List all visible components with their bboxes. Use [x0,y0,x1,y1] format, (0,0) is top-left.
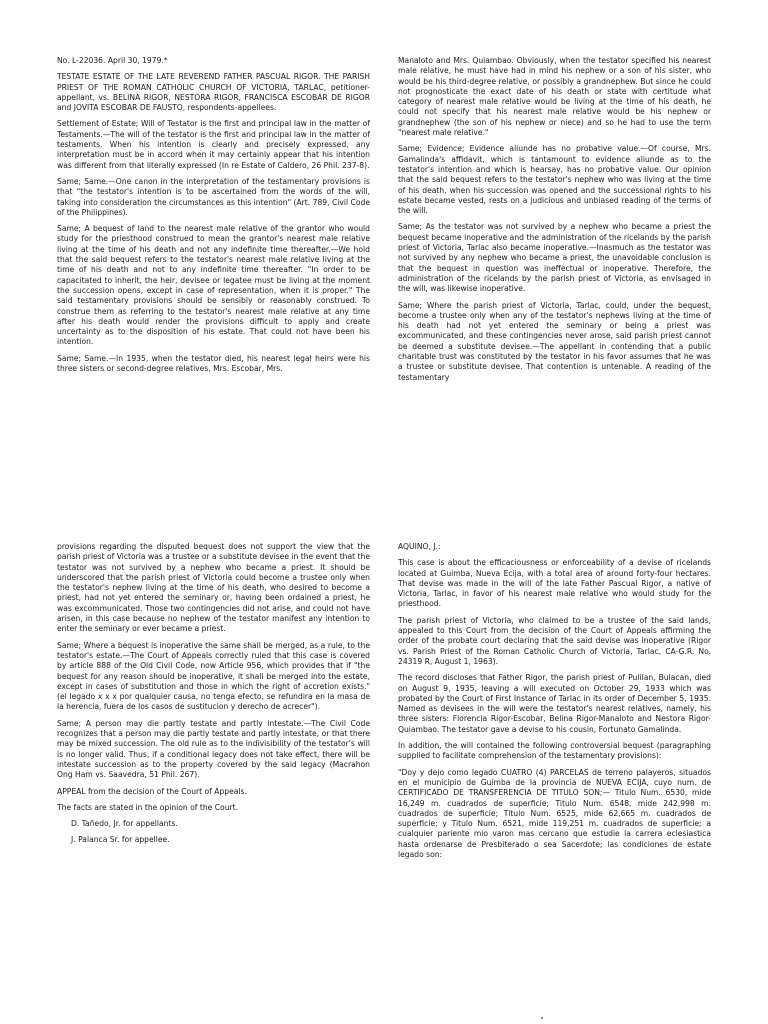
column-1 [57,56,370,380]
opinion-author: AQUINO, J.: [398,542,441,551]
syllabus-paragraph: Manaloto and Mrs. Quiambao. Obviously, when the testator specified his nearest male relative, he must have had in mind his nephew or a son of his sister, who would be his third-degree relative, or possibly a grandnephew. But since he could not prognosticate the exact date of his death or state with certitude what category of nearest male relative would be living at the time of his death, he could not specify that his nearest male relative would be his nephew or grandnephew (the son of his nephew or niece) and so he had to use the term "nearest male relative." [398,56,711,138]
opinion-paragraph: The parish priest of Victoria, who claimed to be a trustee of the said lands, appealed to this Court from the decision of the Court of Appeals affirming the order of the probate court declaring that the said devise was inoperative (Rigor vs. Parish Priest of the Roman Catholic Church of Victoria, Tarlac, CA-G.R. No. 24319 R, August 1, 1963). [398,615,711,666]
case-number: No. L-22036. April 30, 1979.* [57,56,168,65]
page-dot-mark [541,1017,543,1019]
syllabus-paragraph: Same; Same.—One canon in the interpretation of the testamentary provisions is that "the testator's intention is to be ascertained from the words of the will, taking into consideration the circumstances as this intention" (Art. 789, Civil Code of the Philippines). [57,176,370,217]
syllabus-paragraph: Same; A bequest of land to the nearest male relative of the grantor who would study for the priesthood construed to mean the grantor's nearest male relative living at the time of his death and not any indefinite time thereafter.—We hold that the said bequest refers to the testator's nearest male relative living at the time of his death and not to any indefinite time thereafter. "In order to be capacitated to inherit, the heir, devisee or legatee must be living at the moment the succession opens, except in case of representation, when it is proper." The said testamentary provisions should be sensibly or reasonably construed. To construe them as referring to the testator's nearest male relative at any time after his death would render the provisions difficult to apply and create uncertainty as to the disposition of his estate. That could not have been his intention. [57,224,370,347]
syllabus-paragraph: provisions regarding the disputed bequest does not support the view that the parish priest of Victoria was a trustee or a substitute devisee in the event that the testator was not survived by a nephew who became a priest. It should be underscored that the parish priest of Victoria could become a trustee only when the testator's nephew living at the time of his death, who desired to become a priest, had not yet entered the seminary or, having been ordained a priest, he was excommunicated. Those two contingencies did not arise, and could not have arisen, in this case because no nephew of the testator manifest any intention to enter the seminary or ever became a priest. [57,542,370,634]
opinion-paragraph: In addition, the will contained the following controversial bequest (paragraphing supplied to facilitate comprehension of the testamentary provisions): [398,741,711,761]
opinion-paragraph: The record discloses that Father Rigor, the parish priest of Pulilan, Bulacan, died on August 9, 1935, leaving a will executed on October 29, 1933 which was probated by the Court of First Instance of Tarlac in its order of December 5, 1935. Named as devisees in the will were the testator's nearest relatives, namely, his three sisters: Florencia Rigor-Escobar, Belina Rigor-Manaloto and Nestora Rigor-Quiambao. The testator gave a devise to his cousin, Fortunato Gamalinda. [398,673,711,734]
syllabus-paragraph: Same; A person may die partly testate and partly intestate.—The Civil Code recognizes that a person may die partly testate and partly intestate, or that there may be mixed succession. The old rule as to the indivisibility of the testator's will is no longer valid. Thus, if a conditional legacy does not take effect, there will be intestate succession as to the property covered by the said legacy (Macrahon Ong Ham vs. Saavedra, 51 Phil. 267). [57,718,370,780]
syllabus-paragraph: Same; Where the parish priest of Victoria, Tarlac, could, under the bequest, become a trustee only when any of the testator's nephews living at the time of his death had not yet entered the seminary or being a priest was excommunicated, and these contingencies never arose, said parish priest cannot be deemed a substitute devisee.—The appellant in contending that a public charitable trust was constituted by the testator in his favor assumes that he was a trustee or substitute devisee. That contention is untenable. A reading of the testamentary [398,300,711,382]
syllabus-paragraph: Same; As the testator was not survived by a nephew who became a priest the bequest became inoperative and the administration of the ricelands by the parish priest of Victoria, Tarlac also became inoperative.—Inasmuch as the testator was not survived by any nephew who became a priest, the unavoidable conclusion is that the bequest in question was ineffectual or inoperative. Therefore, the administration of the ricelands by the parish priest of Victoria, as envisaged in the will, was likewise inoperative. [398,222,711,294]
syllabus-paragraph: Same; Evidence; Evidence aliunde has no probative value.—Of course, Mrs. Gamalinda's affidavit, which is tantamount to evidence aliunde as to the testator's intention and which is hearsay, has no probative value. Our opinion that the said bequest refers to the testator's nephew who was living at the time of his death, when his succession was opened and the successional rights to his estate became vested, rests on a judicious and unbiased reading of the terms of the will. [398,144,711,216]
case-parties: TESTATE ESTATE OF THE LATE REVEREND FATHER PASCUAL RIGOR. THE PARISH PRIEST OF THE ROMAN CATHOLIC CHURCH OF VICTORIA, TARLAC, petitioner-appellant, vs. BELINA RIGOR, NESTORA RIGOR, FRANCISCA ESCOBAR DE RIGOR and JOVITA ESCOBAR DE FAUSTO, respondents-appellees. [57,72,370,113]
column-4 [398,542,711,866]
syllabus-paragraph: Settlement of Estate; Will of Testator is the first and principal law in the matter of Testaments.—The will of the testator is the first and principal law in the matter of testaments. When his intention is clearly and precisely expressed, any interpretation must be in accord when it may certainly appear that his intention was different from that literally expressed (In re Estate of Caldero, 26 Phil. 237-8). [57,119,370,170]
opinion-paragraph: This case is about the efficaciousness or enforceability of a devise of ricelands located at Guimba, Nueva Ecija, with a total area of around forty-four hectares. That devise was made in the will of the late Father Pascual Rigor, a native of Victoria, Tarlac, in favor of his nearest male relative who would study for the priesthood. [398,558,711,609]
syllabus-paragraph: Same; Where a bequest is inoperative the same shall be merged, as a rule, to the testator's estate.—The Court of Appeals correctly ruled that this case is covered by article 888 of the Old Civil Code, now Article 956, which provides that if "the bequest for any reason should be inoperative, it shall be merged into the estate, except in cases of substitution and those in which the right of accretion exists." (el legado x x x por qualquier causa, no tenga efecto, se refundira en la masa de la herencia, fuera de los casos de sustitucion y derecho de acrecer"). [57,640,370,712]
column-2 [398,56,711,389]
will-quotation: "Doy y dejo como legado CUATRO (4) PARCELAS de terreno palayeros, situados en el municipio de Guimba de la provincia de NUEVA ECIJA, cuyo num. de CERTIFICADO DE TRANSFERENCIA DE TITULO SON;— Titulo Num. 6530, mide 16,249 m. cuadrados de superficie; Titulo Num. 6548, mide 242,998 m. cuadrados de superficie; Titulo Num. 6525, mide 62,665 m. cuadrados de superficie; y Titulo Num. 6521, mide 119,251 m. cuadrados de superficie; a cualquier pariente mio varon mas cercano que estudie la carrera eclesiastica hasta ordenarse de Presbiterado o sea Sacerdote; las condiciones de estate legado son: [398,767,711,860]
column-3 [57,542,370,852]
appeal-line: APPEAL from the decision of the Court of Appeals. [57,786,247,796]
syllabus-paragraph: Same; Same.—In 1935, when the testator died, his nearest legal heirs were his three sisters or second-degree relatives, Mrs. Escobar, Mrs. [57,353,370,374]
counsel-appellee: J. Palanca Sr. for appellee. [71,835,170,845]
facts-line: The facts are stated in the opinion of the Court. [57,802,239,812]
counsel-appellants: D. Tañedo, Jr. for appellants. [71,819,178,829]
